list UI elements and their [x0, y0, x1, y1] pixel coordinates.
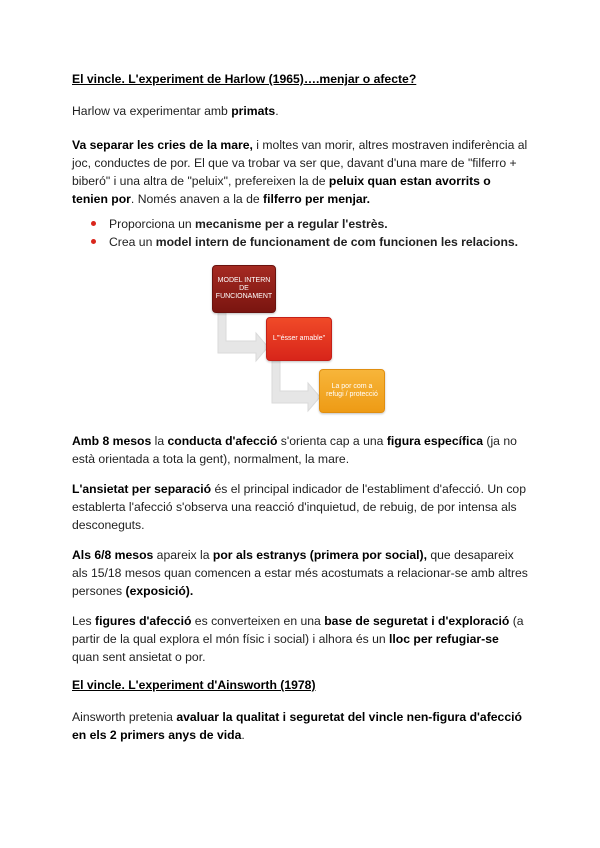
stranger-fear-paragraph: Als 6/8 mesos apareix la por als estranys (primera por social), que desapareix als 15/18 mesos quan comencen a estar més acostumats a relacionar-se amb altres persones (exposició).	[72, 548, 528, 598]
list-item: Proporciona un mecanisme per a regular l'estrès.	[72, 215, 528, 233]
ainsworth-paragraph: Ainsworth pretenia avaluar la qualitat i seguretat del vincle nen-figura d'afecció en els 2 primers anys de vida.	[72, 710, 522, 742]
list-item: Crea un model intern de funcionament de com funcionen les relacions.	[72, 233, 528, 251]
bullet-icon	[91, 239, 96, 244]
attachment-paragraph: Amb 8 mesos la conducta d'afecció s'orienta cap a una figura específica (ja no està orientada a tota la gent), normalment, la mare.	[72, 434, 517, 466]
section-title-harlow: El vincle. L'experiment de Harlow (1965)….menjar o afecte?	[72, 72, 417, 86]
arrow-1-icon	[218, 313, 268, 361]
diagram-box-lovable-being: L'"ésser amable"	[266, 317, 332, 361]
process-diagram	[212, 265, 402, 415]
attachment-figures-paragraph: Les figures d'afecció es converteixen en una base de seguretat i d'exploració (a partir de la qual explora el món físic i social) i alhora és un lloc per refugiar-se quan sent ansietat o por.	[72, 614, 524, 664]
bullet-icon	[91, 221, 96, 226]
harlow-paragraph: Va separar les cries de la mare, i moltes van morir, altres mostraven indiferència al joc, conductes de por. El que va trobar va ser que, davant d'una mare de "filferro + biberó" i una altra de "peluix", prefereixen la de peluix quan estan avorrits o tenien por. Només anaven a la de filferro per menjar.	[72, 138, 528, 206]
diagram-box-internal-model: MODEL INTERN DE FUNCIONAMENT	[212, 265, 276, 313]
diagram-box-refuge: La por com a refugi / protecció	[319, 369, 385, 413]
bullet-list	[72, 215, 528, 251]
section-title-ainsworth: El vincle. L'experiment d'Ainsworth (1978)	[72, 678, 316, 692]
arrow-2-icon	[272, 361, 320, 411]
separation-anxiety-paragraph: L'ansietat per separació és el principal indicador de l'establiment d'afecció. Un cop establerta l'afecció s'observa una reacció d'inquietud, de rebuig, de por intensa als desconeguts.	[72, 482, 526, 532]
intro-paragraph: Harlow va experimentar amb primats.	[72, 104, 279, 118]
